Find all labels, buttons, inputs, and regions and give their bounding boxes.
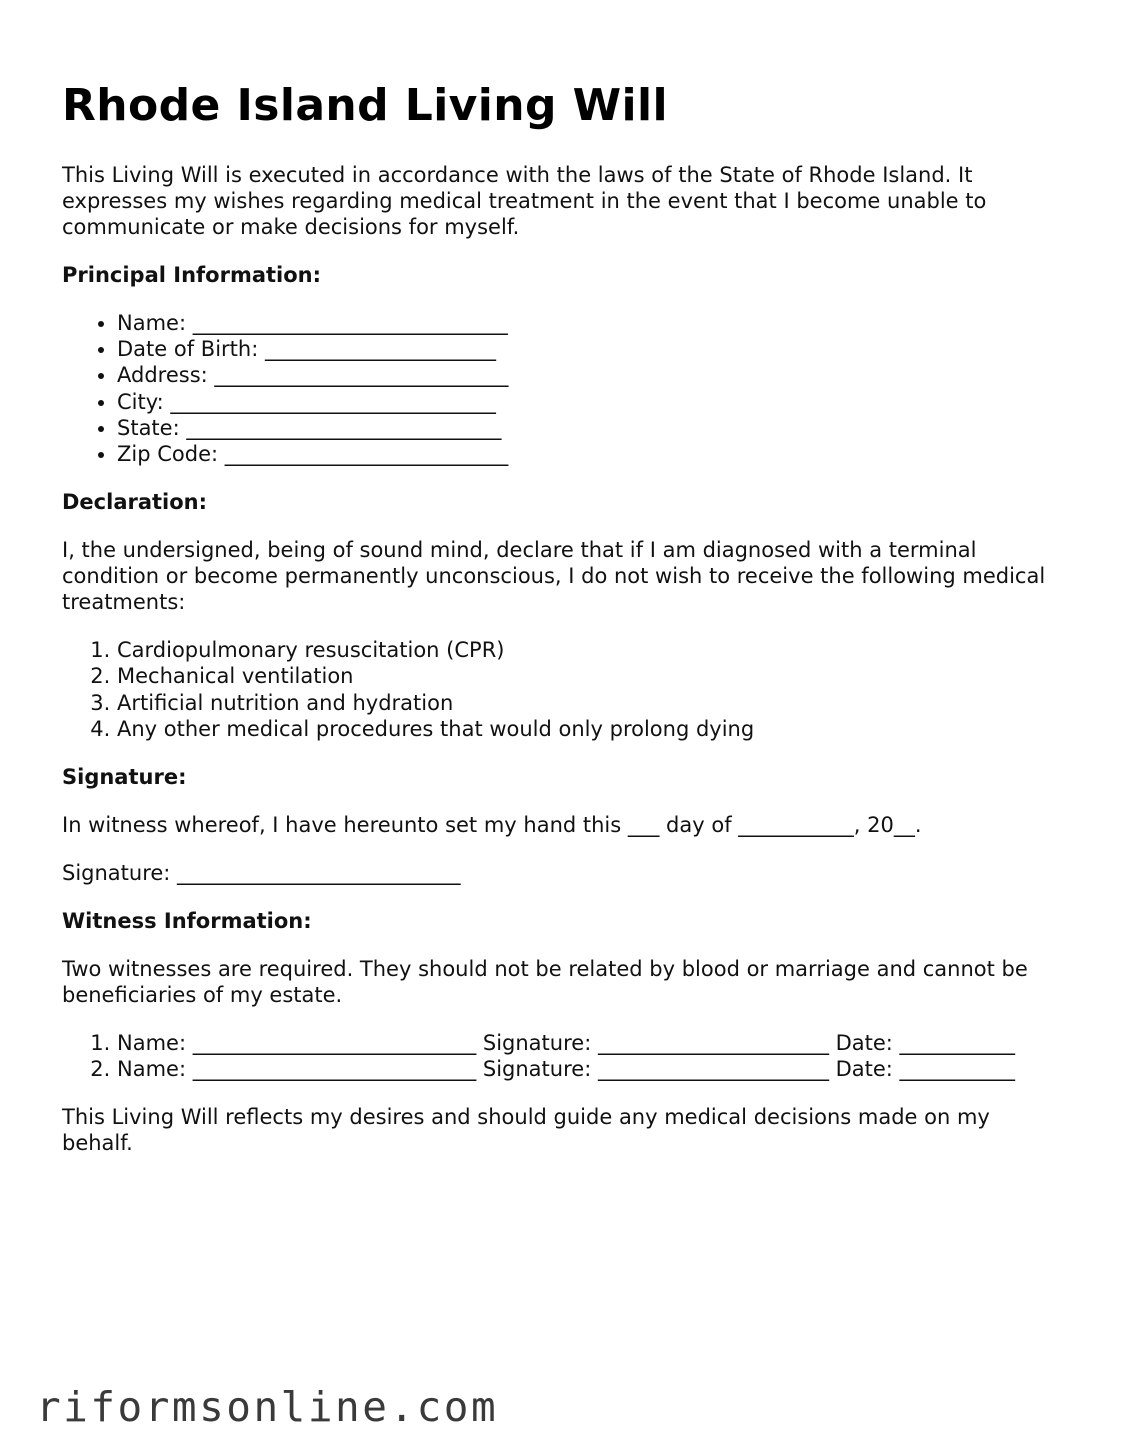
treatments-list xyxy=(62,637,1062,742)
principal-name-field: • Name: ______________________________ xyxy=(117,310,1062,336)
document-title: Rhode Island Living Will xyxy=(62,80,668,131)
signature-witness-line: In witness whereof, I have hereunto set my hand this ___ day of ___________, 20__. xyxy=(62,813,922,838)
document-page xyxy=(62,78,1062,1156)
principal-city-field: • City: _______________________________ xyxy=(117,389,1062,415)
witness-entry: 1. Name: ___________________________ Signature: ______________________ Date: ___________ xyxy=(117,1030,1062,1056)
signature-heading: Signature: xyxy=(62,765,187,790)
treatment-item: 3. Artificial nutrition and hydration xyxy=(117,690,1062,716)
principal-address-field: • Address: ____________________________ xyxy=(117,362,1062,388)
treatment-item: 1. Cardiopulmonary resuscitation (CPR) xyxy=(117,637,1062,663)
witness-heading: Witness Information: xyxy=(62,909,312,934)
signature-line: Signature: ___________________________ xyxy=(62,861,461,886)
principal-dob-field: • Date of Birth: ______________________ xyxy=(117,336,1062,362)
treatment-item: 2. Mechanical ventilation xyxy=(117,663,1062,689)
witness-entry: 2. Name: ___________________________ Signature: ______________________ Date: ___________ xyxy=(117,1056,1062,1082)
principal-state-field: • State: ______________________________ xyxy=(117,415,1062,441)
principal-fields-list xyxy=(62,310,1062,467)
closing-paragraph: This Living Will reflects my desires and should guide any medical decisions made on my behalf. xyxy=(62,1105,990,1156)
treatment-item: 4. Any other medical procedures that would only prolong dying xyxy=(117,716,1062,742)
witness-list xyxy=(62,1030,1062,1082)
intro-paragraph: This Living Will is executed in accordance with the laws of the State of Rhode Island. It expresses my wishes regarding medical treatment in the event that I become unable to communicate or make decisions for myself. xyxy=(62,163,987,239)
principal-heading: Principal Information: xyxy=(62,263,322,287)
principal-zip-field: • Zip Code: ___________________________ xyxy=(117,441,1062,467)
watermark-text: riformsonline.com xyxy=(36,1383,499,1431)
declaration-paragraph: I, the undersigned, being of sound mind, declare that if I am diagnosed with a terminal condition or become permanently unconscious, I do not wish to receive the following medical treatments: xyxy=(62,538,1046,615)
declaration-heading: Declaration: xyxy=(62,490,208,515)
witness-paragraph: Two witnesses are required. They should not be related by blood or marriage and cannot be beneficiaries of my estate. xyxy=(62,957,1028,1008)
